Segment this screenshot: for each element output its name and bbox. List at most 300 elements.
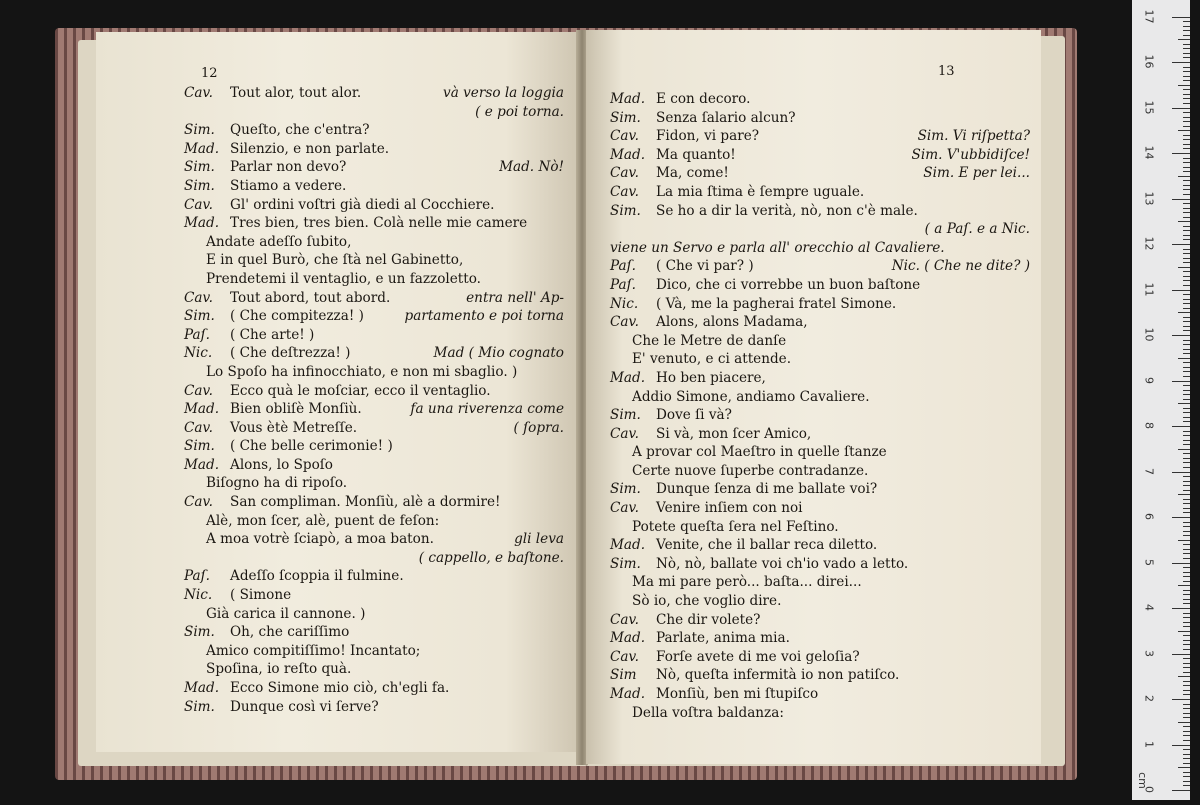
ruler-tick [1183, 431, 1190, 432]
text-line [610, 499, 1030, 518]
speaker-name: Paſ. [610, 276, 636, 293]
text-line [610, 573, 1030, 592]
ruler-tick [1183, 444, 1190, 445]
ruler-tick [1183, 321, 1190, 322]
ruler-tick [1178, 449, 1190, 450]
text-line [184, 382, 564, 401]
speaker-name: Sim. [184, 122, 215, 139]
ruler-tick [1183, 776, 1190, 777]
stage-direction: Nic. ( Che ne dite? ) [891, 258, 1030, 275]
ruler-tick [1183, 499, 1190, 500]
text-line [184, 567, 564, 586]
stage-direction: partamento e poi torna [404, 308, 564, 325]
ruler-tick [1183, 71, 1190, 72]
ruler-label: 16 [1142, 54, 1156, 69]
ruler-tick [1183, 535, 1190, 536]
ruler-tick [1183, 57, 1190, 58]
ruler-tick [1183, 772, 1190, 773]
stage-direction: fa una riverenza come [410, 401, 564, 418]
dialogue-text: Alons, lo Spoſo [230, 456, 333, 473]
stage-direction: và verso la loggia [443, 85, 564, 101]
left-page [96, 32, 578, 752]
ruler-tick [1183, 349, 1190, 350]
dialogue-text: E in quel Burò, che ſtà nel Gabinetto, [206, 252, 464, 269]
ruler-tick [1183, 280, 1190, 281]
speaker-name: Cav. [610, 128, 639, 145]
text-line [610, 592, 1030, 611]
speaker-name: Mad. [610, 686, 646, 702]
dialogue-text: Lo Spoſo ha infinocchiato, e non mi sbaglio. ) [206, 363, 518, 380]
ruler-tick [1183, 98, 1190, 99]
ruler-tick [1183, 217, 1190, 218]
text-line [184, 605, 564, 624]
dialogue-text: ( Che belle cerimonie! ) [230, 438, 393, 455]
ruler-tick [1178, 39, 1190, 40]
ruler-tick [1183, 53, 1190, 54]
ruler-tick [1183, 613, 1190, 614]
ruler-tick [1183, 453, 1190, 454]
ruler-tick [1183, 667, 1190, 668]
ruler-tick [1172, 517, 1190, 518]
dialogue-text: Nò, queſta infermità io non patiſco. [656, 667, 900, 684]
speaker-name: Nic. [184, 587, 213, 604]
text-line [610, 90, 1030, 109]
ruler-label: 6 [1142, 513, 1156, 520]
ruler-tick [1183, 189, 1190, 190]
stage-direction: ( ſopra. [513, 419, 564, 436]
ruler-tick [1183, 185, 1190, 186]
text-line [610, 388, 1030, 407]
text-line [184, 530, 564, 549]
ruler-tick [1183, 758, 1190, 759]
ruler-label: 8 [1142, 422, 1156, 429]
speaker-name: Sim. [184, 624, 215, 641]
speaker-name: Cav. [184, 289, 213, 306]
ruler-tick [1178, 176, 1190, 177]
ruler-tick [1183, 544, 1190, 545]
ruler-tick [1183, 112, 1190, 113]
ruler-tick [1183, 421, 1190, 422]
ruler-tick [1183, 126, 1190, 127]
dialogue-text: Ma mi pare però... baſta... direi... [632, 574, 862, 591]
text-line [610, 257, 1030, 276]
ruler-tick [1172, 608, 1190, 609]
ruler-tick [1183, 603, 1190, 604]
text-line [610, 202, 1030, 221]
ruler-tick [1183, 394, 1190, 395]
speaker-name: Cav. [184, 419, 213, 436]
ruler-tick [1178, 585, 1190, 586]
ruler-tick [1183, 294, 1190, 295]
stage-direction: entra nell' Ap- [466, 289, 564, 306]
text-line [610, 295, 1030, 314]
stage-direction: gli leva [514, 531, 564, 548]
ruler-tick [1183, 303, 1190, 304]
ruler-tick [1172, 699, 1190, 700]
ruler-tick [1183, 763, 1190, 764]
dialogue-text: ( Che deſtrezza! ) [230, 345, 351, 362]
text-line [610, 406, 1030, 425]
ruler-label: 10 [1142, 327, 1156, 342]
dialogue-text: Alè, mon ſcer, alè, puent de feſon: [206, 512, 440, 529]
ruler-tick [1183, 212, 1190, 213]
dialogue-text: San compliman. Monſiù, alè a dormire! [230, 494, 501, 511]
dialogue-text: Biſogno ha di ripoſo. [206, 475, 348, 492]
speaker-name: Sim. [184, 438, 215, 455]
ruler-label: 4 [1142, 604, 1156, 611]
speaker-name: Mad. [184, 215, 220, 232]
text-line [184, 400, 564, 419]
ruler-tick [1183, 194, 1190, 195]
ruler-tick [1183, 26, 1190, 27]
text-line [184, 660, 564, 679]
text-line [184, 586, 564, 605]
speaker-name: Cav. [610, 314, 639, 331]
text-line [610, 313, 1030, 332]
ruler-tick [1183, 21, 1190, 22]
text-line [184, 437, 564, 456]
ruler-tick [1178, 540, 1190, 541]
ruler-tick [1183, 117, 1190, 118]
dialogue-text: Tout alor, tout alor. [230, 85, 362, 101]
ruler-tick [1183, 367, 1190, 368]
text-line [184, 419, 564, 438]
speaker-name: Cav. [184, 196, 213, 213]
ruler-tick [1183, 139, 1190, 140]
ruler-tick [1183, 317, 1190, 318]
ruler-tick [1183, 30, 1190, 31]
dialogue-text: Fidon, vi pare? [656, 128, 760, 145]
ruler-tick [1183, 726, 1190, 727]
ruler-tick [1172, 108, 1190, 109]
ruler-tick [1183, 626, 1190, 627]
dialogue-text: Potete queſta ſera nel Feſtino. [632, 518, 839, 535]
ruler-tick [1172, 472, 1190, 473]
ruler-tick [1183, 376, 1190, 377]
text-line [610, 425, 1030, 444]
dialogue-text: E' venuto, e ci attende. [632, 351, 792, 368]
text-line [184, 363, 564, 382]
ruler-tick [1183, 408, 1190, 409]
dialogue-text: Tout abord, tout abord. [230, 289, 391, 306]
ruler-tick [1183, 371, 1190, 372]
speaker-name: Sim. [610, 202, 641, 219]
ruler-tick [1183, 417, 1190, 418]
ruler-tick [1183, 399, 1190, 400]
ruler-tick [1183, 531, 1190, 532]
speaker-name: Sim. [184, 177, 215, 194]
ruler-tick [1183, 649, 1190, 650]
stage-direction: Mad. Nò! [499, 159, 564, 176]
dialogue-text: Queſto, che c'entra? [230, 122, 370, 139]
left-page-text [184, 84, 564, 716]
ruler-tick [1183, 230, 1190, 231]
ruler-tick [1183, 330, 1190, 331]
text-line [610, 146, 1030, 165]
ruler-tick [1183, 553, 1190, 554]
dialogue-text: Vous ètè Metreſſe. [230, 419, 358, 436]
ruler-tick [1178, 358, 1190, 359]
dialogue-text: Alons, alons Madama, [656, 314, 808, 331]
ruler-tick [1183, 353, 1190, 354]
ruler-tick [1183, 390, 1190, 391]
dialogue-text: Dunque ſenza di me ballate voi? [656, 481, 878, 498]
ruler-tick [1183, 694, 1190, 695]
ruler-tick [1183, 385, 1190, 386]
speaker-name: Mad. [184, 140, 220, 157]
ruler-tick [1183, 558, 1190, 559]
text-line [184, 196, 564, 215]
text-line [610, 611, 1030, 630]
dialogue-text: Forſe avete di me voi geloſia? [656, 648, 860, 665]
speaker-name: Sim. [184, 698, 215, 715]
speaker-name: Mad. [184, 456, 220, 473]
ruler-tick [1172, 199, 1190, 200]
text-line [610, 220, 1030, 239]
ruler-tick [1183, 658, 1190, 659]
ruler-tick [1183, 754, 1190, 755]
text-line [184, 121, 564, 140]
text-line [184, 326, 564, 345]
ruler-tick [1183, 713, 1190, 714]
ruler-tick [1183, 326, 1190, 327]
dialogue-text: ( Simone [230, 587, 292, 604]
speaker-name: Cav. [610, 648, 639, 665]
ruler-tick [1183, 731, 1190, 732]
ruler-tick [1183, 508, 1190, 509]
dialogue-text: Dunque così vi ſerve? [230, 698, 379, 715]
ruler-tick [1178, 130, 1190, 131]
speaker-name: Sim. [610, 481, 641, 498]
dialogue-text: Che le Metre de danſe [632, 332, 787, 349]
ruler-tick [1183, 735, 1190, 736]
dialogue-text: Venire inſiem con noi [656, 500, 803, 517]
stage-direction: Sim. E per lei... [923, 165, 1030, 182]
ruler-tick [1178, 722, 1190, 723]
speaker-name: Cav. [184, 494, 213, 511]
stage-direction: Sim. Vi riſpetta? [917, 128, 1030, 145]
ruler-tick [1183, 617, 1190, 618]
ruler-tick [1183, 704, 1190, 705]
speaker-name: Paſ. [184, 326, 210, 343]
measuring-ruler [1132, 0, 1190, 800]
speaker-name: Sim. [184, 159, 215, 176]
ruler-tick [1183, 67, 1190, 68]
ruler-tick [1183, 663, 1190, 664]
ruler-tick [1183, 522, 1190, 523]
text-line [184, 103, 564, 122]
left-page-number: 12 [201, 66, 218, 81]
ruler-label: 0 [1142, 786, 1156, 793]
stage-direction: ( e poi torna. [475, 103, 564, 120]
text-line [610, 127, 1030, 146]
ruler-tick [1183, 503, 1190, 504]
ruler-tick [1172, 381, 1190, 382]
text-line [610, 685, 1030, 704]
ruler-label: 12 [1142, 236, 1156, 251]
ruler-tick [1183, 208, 1190, 209]
text-line [184, 456, 564, 475]
text-line [184, 512, 564, 531]
text-line [184, 493, 564, 512]
ruler-unit: cm [1135, 772, 1149, 789]
dialogue-text: Spoſina, io reſto quà. [206, 661, 352, 678]
dialogue-text: Tres bien, tres bien. Colà nelle mie camere [230, 215, 528, 232]
ruler-label: 13 [1142, 191, 1156, 205]
ruler-tick [1183, 785, 1190, 786]
dialogue-text: Addio Simone, andiamo Cavaliere. [632, 388, 870, 405]
ruler-tick [1183, 226, 1190, 227]
speaker-name: Cav. [184, 85, 213, 101]
dialogue-text: Parlate, anima mia. [656, 630, 790, 647]
text-line [610, 704, 1030, 723]
ruler-tick [1183, 781, 1190, 782]
ruler-tick [1178, 85, 1190, 86]
ruler-tick [1183, 581, 1190, 582]
ruler-tick [1183, 344, 1190, 345]
dialogue-text: Ho ben piacere, [656, 369, 766, 386]
ruler-tick [1183, 412, 1190, 413]
ruler-tick [1183, 203, 1190, 204]
ruler-tick [1183, 458, 1190, 459]
speaker-name: Mad. [184, 680, 220, 696]
ruler-tick [1183, 258, 1190, 259]
ruler-tick [1183, 549, 1190, 550]
ruler-label: 3 [1142, 649, 1156, 657]
ruler-tick [1178, 494, 1190, 495]
speaker-name: Mad. [610, 630, 646, 647]
ruler-tick [1178, 767, 1190, 768]
ruler-tick [1172, 745, 1190, 746]
text-line [610, 480, 1030, 499]
ruler-tick [1183, 708, 1190, 709]
ruler-tick [1172, 563, 1190, 564]
dialogue-text: Nò, nò, ballate voi ch'io vado a letto. [656, 555, 909, 572]
dialogue-text: A moa votrè ſciapò, a moa baton. [206, 531, 434, 548]
dialogue-text: Sò io, che voglio dire. [632, 593, 782, 610]
speaker-name: Paſ. [610, 258, 636, 275]
dialogue-text: Se ho a dir la verità, nò, non c'è male. [656, 202, 918, 219]
right-page [586, 30, 1041, 764]
ruler-tick [1172, 335, 1190, 336]
speaker-name: Mad. [610, 537, 646, 554]
text-line [184, 270, 564, 289]
text-line [610, 369, 1030, 388]
stage-direction: Sim. V'ubbidiſce! [911, 146, 1030, 163]
ruler-tick [1178, 267, 1190, 268]
speaker-name: Mad. [610, 369, 646, 386]
text-line [184, 698, 564, 717]
speaker-name: Sim. [610, 109, 641, 126]
dialogue-text: Amico compitiſſimo! Incantato; [206, 642, 421, 659]
ruler-label: 7 [1142, 467, 1156, 475]
speaker-name: Cav. [610, 425, 639, 442]
dialogue-text: ( Che arte! ) [230, 326, 315, 343]
text-line [610, 555, 1030, 574]
ruler-tick [1183, 48, 1190, 49]
ruler-tick [1178, 312, 1190, 313]
dialogue-text: Si và, mon ſcer Amico, [656, 425, 812, 442]
ruler-tick [1183, 635, 1190, 636]
ruler-tick [1183, 262, 1190, 263]
stage-direction: viene un Servo e parla all' orecchio al Cavaliere. [610, 239, 945, 256]
ruler-tick [1172, 290, 1190, 291]
ruler-label: 2 [1142, 695, 1156, 702]
ruler-tick [1183, 640, 1190, 641]
ruler-tick [1183, 567, 1190, 568]
dialogue-text: Gl' ordini voſtri già diedi al Cocchiere. [230, 196, 495, 213]
ruler-label: 17 [1142, 9, 1156, 23]
dialogue-text: Prendetemi il ventaglio, e un fazzoletto. [206, 270, 481, 287]
ruler-tick [1183, 690, 1190, 691]
ruler-label: 5 [1142, 558, 1156, 566]
ruler-tick [1183, 622, 1190, 623]
ruler-tick [1178, 221, 1190, 222]
dialogue-text: Ma quanto! [656, 146, 736, 163]
ruler-tick [1183, 249, 1190, 250]
speaker-name: Cav. [610, 500, 639, 517]
text-line [610, 536, 1030, 555]
text-line [610, 332, 1030, 351]
ruler-label: 15 [1142, 100, 1156, 114]
speaker-name: Sim. [610, 555, 641, 572]
ruler-tick [1183, 167, 1190, 168]
ruler-tick [1183, 158, 1190, 159]
dialogue-text: Venite, che il ballar reca diletto. [656, 537, 878, 554]
right-page-number: 13 [938, 64, 955, 79]
ruler-label: 11 [1142, 282, 1156, 296]
speaker-name: Nic. [610, 295, 639, 312]
ruler-tick [1183, 749, 1190, 750]
ruler-tick [1183, 285, 1190, 286]
ruler-tick [1183, 440, 1190, 441]
ruler-tick [1183, 717, 1190, 718]
dialogue-text: Già carica il cannone. ) [206, 605, 366, 622]
ruler-tick [1183, 76, 1190, 77]
dialogue-text: Silenzio, e non parlate. [230, 140, 390, 157]
ruler-tick [1178, 403, 1190, 404]
text-line [184, 549, 564, 568]
ruler-tick [1183, 685, 1190, 686]
text-line [184, 307, 564, 326]
ruler-tick [1183, 435, 1190, 436]
speaker-name: Mad. [610, 146, 646, 163]
dialogue-text: Ecco Simone mio ciò, ch'egli fa. [230, 680, 450, 696]
ruler-tick [1183, 271, 1190, 272]
text-line [610, 666, 1030, 685]
ruler-tick [1172, 17, 1190, 18]
text-line [184, 140, 564, 159]
dialogue-text: Stiamo a vedere. [230, 177, 347, 194]
dialogue-text: Monſiù, ben mi ſtupiſco [656, 686, 819, 702]
text-line [184, 642, 564, 661]
ruler-label: 14 [1142, 145, 1156, 160]
ruler-tick [1183, 590, 1190, 591]
text-line [184, 623, 564, 642]
ruler-tick [1183, 490, 1190, 491]
ruler-tick [1183, 121, 1190, 122]
dialogue-text: Dico, che ci vorrebbe un buon baſtone [656, 276, 921, 293]
speaker-name: Mad. [184, 401, 220, 418]
ruler-tick [1172, 426, 1190, 427]
ruler-tick [1183, 740, 1190, 741]
text-line [184, 214, 564, 233]
stage-direction: Mad ( Mio cognato [433, 345, 564, 362]
ruler-tick [1183, 299, 1190, 300]
ruler-tick [1183, 239, 1190, 240]
dialogue-text: Ecco quà le moſciar, ecco il ventaglio. [230, 382, 491, 399]
text-line [184, 233, 564, 252]
